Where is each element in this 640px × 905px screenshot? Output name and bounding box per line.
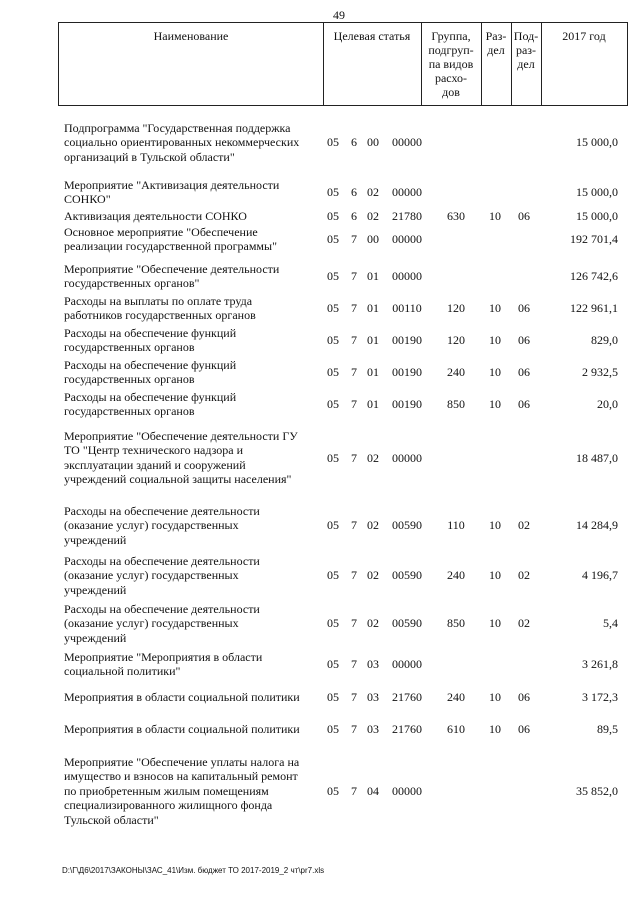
row-name-line: учреждений [64, 630, 127, 645]
row-name-line: специализированного жилищного фонда [64, 798, 273, 813]
row-name-line: Тульской области" [64, 812, 159, 827]
row-name-line: Расходы на выплаты по оплате труда [64, 294, 253, 308]
code-event: 02 [367, 568, 379, 583]
row-name-line: Мероприятие "Обеспечение деятельности ГУ [64, 429, 298, 443]
row-name [64, 554, 316, 597]
row-name-line: государственных органов [64, 340, 195, 355]
code-subprogram: 6 [351, 209, 357, 223]
row-name-line: Расходы на обеспечение деятельности [64, 504, 260, 518]
podrazdel: 06 [518, 397, 530, 412]
razdel: 10 [489, 209, 501, 223]
header-target: Целевая статья [333, 29, 411, 43]
page-number: 49 [333, 8, 345, 22]
code-subprogram: 7 [351, 232, 357, 247]
row-name-line: Мероприятие "Обеспечение деятельности [64, 262, 280, 276]
code-event: 03 [367, 722, 379, 736]
code-direction: 00000 [392, 135, 422, 150]
code-program: 05 [327, 690, 339, 704]
code-direction: 21760 [392, 722, 422, 736]
row-name [64, 390, 316, 419]
header-group-line: расхо- [434, 71, 468, 85]
code-subprogram: 7 [351, 568, 357, 583]
expense-group: 120 [447, 333, 465, 348]
row-name-line: государственных органов [64, 404, 195, 419]
code-direction: 00110 [392, 301, 422, 316]
row-name-line: Активизация деятельности СОНКО [64, 209, 247, 223]
code-subprogram: 7 [351, 301, 357, 316]
header-year: 2017 год [562, 29, 606, 43]
code-program: 05 [327, 397, 339, 412]
code-event: 01 [367, 269, 379, 284]
header-group-line: подгруп- [428, 43, 474, 57]
razdel: 10 [489, 397, 501, 412]
amount-2017: 2 932,5 [582, 365, 618, 380]
row-name-line: имущество и взносов на капитальный ремонт [64, 769, 298, 784]
podrazdel: 02 [518, 568, 530, 583]
row-name [64, 358, 316, 387]
header-razdel-line: Раз- [485, 29, 507, 43]
code-subprogram: 7 [351, 269, 357, 284]
razdel: 10 [489, 690, 501, 704]
razdel: 10 [489, 365, 501, 380]
row-name-line: Расходы на обеспечение деятельности [64, 554, 260, 568]
header-group-line: дов [442, 85, 460, 99]
code-program: 05 [327, 232, 339, 247]
header-group-line: па видов [428, 57, 474, 71]
row-name [64, 178, 316, 207]
code-event: 00 [367, 232, 379, 247]
row-name-line: государственных органов [64, 372, 195, 387]
header-group-line: Группа, [431, 29, 471, 43]
row-name-line: Расходы на обеспечение функций [64, 326, 237, 340]
row-name-line: организаций в Тульской области" [64, 149, 235, 164]
code-direction: 00190 [392, 397, 422, 412]
code-direction: 00000 [392, 657, 422, 672]
amount-2017: 18 487,0 [576, 450, 618, 465]
amount-2017: 15 000,0 [576, 209, 618, 223]
amount-2017: 4 196,7 [582, 568, 618, 583]
row-name-line: учреждений [64, 582, 127, 597]
row-name [64, 209, 316, 223]
code-program: 05 [327, 657, 339, 672]
amount-2017: 20,0 [597, 397, 618, 412]
row-name [64, 650, 316, 679]
row-name [64, 755, 316, 827]
code-subprogram: 7 [351, 397, 357, 412]
amount-2017: 126 742,6 [570, 269, 618, 284]
razdel: 10 [489, 301, 501, 316]
code-direction: 00590 [392, 518, 422, 533]
podrazdel: 02 [518, 616, 530, 631]
row-name-line: социально ориентированных некоммерческих [64, 135, 300, 150]
amount-2017: 829,0 [591, 333, 618, 348]
code-subprogram: 7 [351, 690, 357, 704]
row-name-line: (оказание услуг) государственных [64, 518, 239, 533]
code-event: 02 [367, 185, 379, 200]
podrazdel: 06 [518, 722, 530, 736]
row-name [64, 262, 316, 291]
row-name [64, 326, 316, 355]
expense-group: 850 [447, 397, 465, 412]
row-name [64, 690, 316, 704]
code-program: 05 [327, 518, 339, 533]
amount-2017: 14 284,9 [576, 518, 618, 533]
header-podrazdel-line: дел [517, 57, 535, 71]
code-direction: 00190 [392, 365, 422, 380]
code-program: 05 [327, 722, 339, 736]
podrazdel: 06 [518, 301, 530, 316]
code-direction: 00000 [392, 232, 422, 247]
code-subprogram: 7 [351, 518, 357, 533]
row-name-line: Основное мероприятие "Обеспечение [64, 225, 258, 239]
row-name [64, 121, 316, 164]
podrazdel: 06 [518, 333, 530, 348]
code-program: 05 [327, 301, 339, 316]
row-name-line: СОНКО" [64, 192, 111, 207]
code-subprogram: 7 [351, 722, 357, 736]
code-program: 05 [327, 135, 339, 150]
row-name-line: Мероприятия в области социальной политики [64, 722, 300, 736]
expense-group: 850 [447, 616, 465, 631]
code-program: 05 [327, 568, 339, 583]
code-direction: 00000 [392, 185, 422, 200]
header-podrazdel-line: Под- [513, 29, 539, 43]
row-name-line: Расходы на обеспечение деятельности [64, 602, 260, 616]
code-event: 02 [367, 518, 379, 533]
podrazdel: 02 [518, 518, 530, 533]
code-direction: 21760 [392, 690, 422, 704]
amount-2017: 3 261,8 [582, 657, 618, 672]
row-name-line: Расходы на обеспечение функций [64, 358, 237, 372]
code-event: 01 [367, 333, 379, 348]
row-name [64, 225, 316, 254]
row-name [64, 722, 316, 736]
row-name-line: (оказание услуг) государственных [64, 616, 239, 631]
code-program: 05 [327, 783, 339, 798]
code-subprogram: 7 [351, 333, 357, 348]
code-direction: 21780 [392, 209, 422, 223]
row-name [64, 504, 316, 547]
row-name-line: работников государственных органов [64, 308, 256, 323]
expense-group: 110 [447, 518, 465, 533]
razdel: 10 [489, 518, 501, 533]
row-name-line: Мероприятие "Активизация деятельности [64, 178, 280, 192]
row-name-line: Мероприятие "Обеспечение уплаты налога на [64, 755, 300, 769]
code-program: 05 [327, 450, 339, 465]
code-event: 01 [367, 365, 379, 380]
code-program: 05 [327, 333, 339, 348]
code-event: 03 [367, 657, 379, 672]
expense-group: 630 [447, 209, 465, 223]
code-direction: 00190 [392, 333, 422, 348]
code-program: 05 [327, 616, 339, 631]
expense-group: 120 [447, 301, 465, 316]
code-event: 01 [367, 301, 379, 316]
code-direction: 00590 [392, 616, 422, 631]
amount-2017: 35 852,0 [576, 783, 618, 798]
code-subprogram: 6 [351, 135, 357, 150]
row-name-line: учреждений [64, 532, 127, 547]
row-name-line: по приобретенным жилым помещениям [64, 783, 269, 798]
podrazdel: 06 [518, 209, 530, 223]
code-event: 04 [367, 783, 379, 798]
code-event: 03 [367, 690, 379, 704]
row-name-line: Мероприятие "Мероприятия в области [64, 650, 263, 664]
code-program: 05 [327, 269, 339, 284]
amount-2017: 15 000,0 [576, 185, 618, 200]
amount-2017: 5,4 [603, 616, 618, 631]
amount-2017: 3 172,3 [582, 690, 618, 704]
razdel: 10 [489, 333, 501, 348]
code-event: 00 [367, 135, 379, 150]
amount-2017: 122 961,1 [570, 301, 618, 316]
code-program: 05 [327, 365, 339, 380]
podrazdel: 06 [518, 365, 530, 380]
amount-2017: 15 000,0 [576, 135, 618, 150]
row-name [64, 294, 316, 323]
row-name-line: учреждений социальной защиты населения" [64, 472, 292, 487]
code-subprogram: 7 [351, 450, 357, 465]
file-path-footer: D:\Г\Д6\2017\ЗАКОНЫ\ЗАС_41\Изм. бюджет ТО 2017-2019_2 чт\pr7.xls [62, 866, 325, 875]
code-event: 02 [367, 616, 379, 631]
row-name-line: социальной политики" [64, 664, 181, 679]
expense-group: 240 [447, 365, 465, 380]
code-subprogram: 6 [351, 185, 357, 200]
expense-group: 240 [447, 568, 465, 583]
code-program: 05 [327, 185, 339, 200]
code-direction: 00590 [392, 568, 422, 583]
code-subprogram: 7 [351, 783, 357, 798]
row-name-line: эксплуатации зданий и сооружений [64, 457, 246, 472]
razdel: 10 [489, 568, 501, 583]
header-razdel-line: дел [487, 43, 505, 57]
row-name-line: ТО "Центр технического надзора и [64, 443, 244, 458]
code-subprogram: 7 [351, 365, 357, 380]
header-name: Наименование [153, 29, 229, 43]
amount-2017: 89,5 [597, 722, 618, 736]
code-subprogram: 7 [351, 616, 357, 631]
razdel: 10 [489, 616, 501, 631]
row-name-line: (оказание услуг) государственных [64, 568, 239, 583]
code-subprogram: 7 [351, 657, 357, 672]
expense-group: 610 [447, 722, 465, 736]
header-podrazdel-line: раз- [515, 43, 537, 57]
code-event: 02 [367, 209, 379, 223]
expense-group: 240 [447, 690, 465, 704]
amount-2017: 192 701,4 [570, 232, 618, 247]
razdel: 10 [489, 722, 501, 736]
row-name-line: Расходы на обеспечение функций [64, 390, 237, 404]
row-name-line: государственных органов" [64, 276, 200, 291]
row-name [64, 429, 316, 487]
row-name-line: реализации государственной программы" [64, 239, 277, 254]
podrazdel: 06 [518, 690, 530, 704]
row-name [64, 602, 316, 645]
code-event: 02 [367, 450, 379, 465]
code-program: 05 [327, 209, 339, 223]
row-name-line: Мероприятия в области социальной политики [64, 690, 300, 704]
code-direction: 00000 [392, 783, 422, 798]
row-name-line: Подпрограмма "Государственная поддержка [64, 121, 291, 135]
code-event: 01 [367, 397, 379, 412]
code-direction: 00000 [392, 269, 422, 284]
code-direction: 00000 [392, 450, 422, 465]
